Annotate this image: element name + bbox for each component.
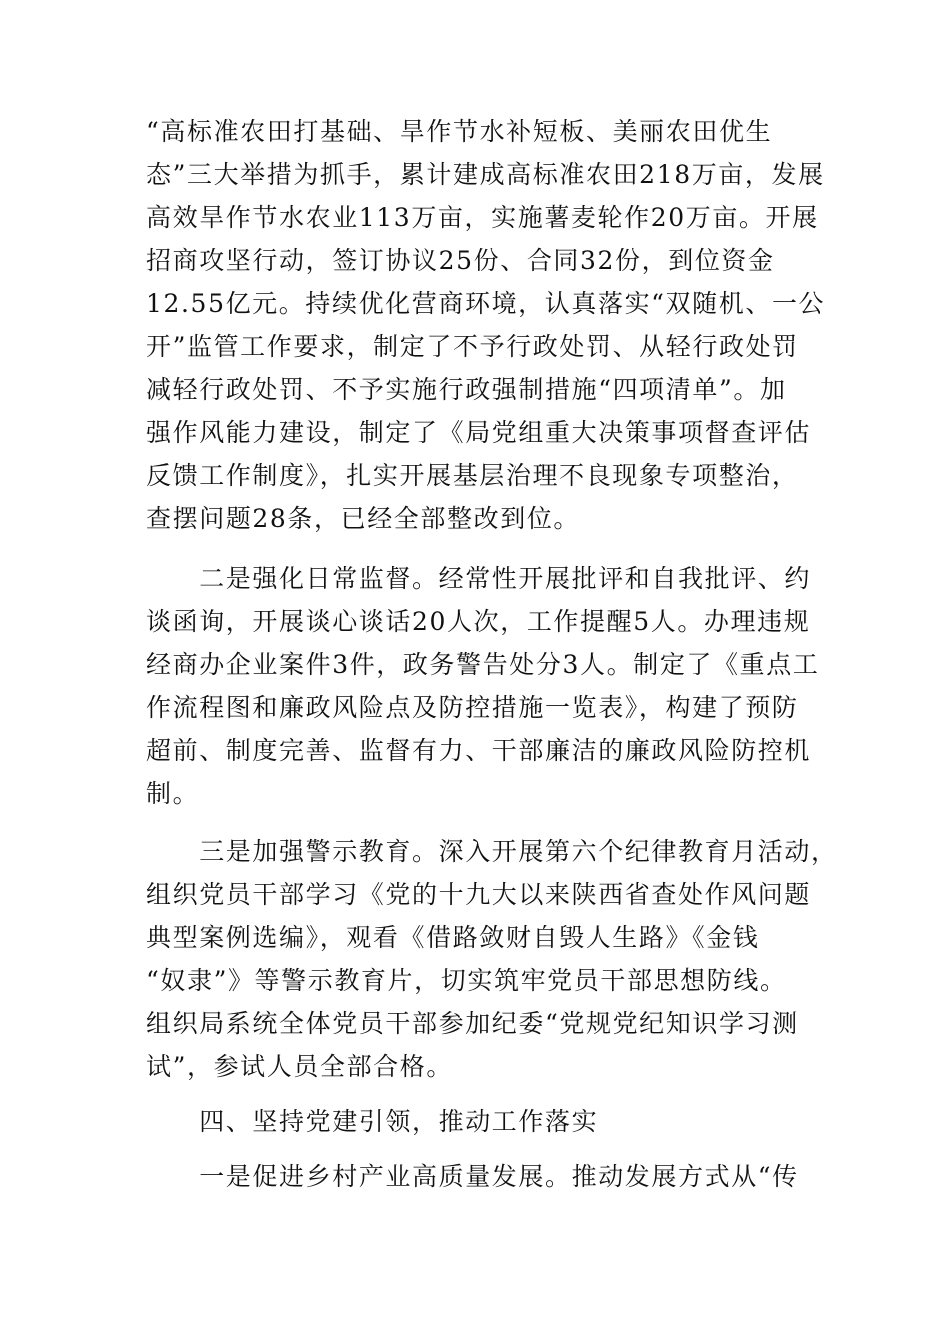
text-line: 强作风能力建设，制定了《局党组重大决策事项督查评估 [146, 418, 812, 447]
text-line: 态”三大举措为抓手，累计建成高标准农田218万亩，发展 [146, 160, 825, 189]
text-line: 高效旱作节水农业113万亩，实施薯麦轮作20万亩。开展 [146, 203, 819, 232]
text-line: 一是促进乡村产业高质量发展。推动发展方式从“传 [146, 1162, 799, 1191]
text-line: 12.55亿元。持续优化营商环境，认真落实“双随机、一公 [146, 289, 826, 318]
text-line: 组织局系统全体党员干部参加纪委“党规党纪知识学习测 [146, 1009, 799, 1038]
heading-line: 四、坚持党建引领，推动工作落实 [146, 1107, 599, 1136]
section-heading [146, 1100, 810, 1143]
text-line: 典型案例选编》，观看《借路敛财自毁人生路》《金钱 [146, 923, 760, 952]
text-line: 试”，参试人员全部合格。 [146, 1052, 453, 1081]
text-line: 招商攻坚行动，签订协议25份、合同32份，到位资金 [146, 246, 775, 275]
text-line: 查摆问题28条，已经全部整改到位。 [146, 504, 581, 533]
text-line: 经商办企业案件3件，政务警告处分3人。制定了《重点工 [146, 650, 820, 679]
text-line: 反馈工作制度》，扎实开展基层治理不良现象专项整治， [146, 461, 799, 490]
paragraph-warning-education [146, 830, 838, 1088]
text-line: 组织党员干部学习《党的十九大以来陕西省查处作风问题 [146, 880, 812, 909]
paragraph-daily-supervision [146, 557, 820, 815]
text-line: 减轻行政处罚、不予实施行政强制措施“四项清单”。加 [146, 375, 787, 404]
paragraph-achievements [146, 110, 826, 540]
text-line: 三是加强警示教育。深入开展第六个纪律教育月活动， [146, 837, 838, 866]
text-line: 开”监管工作要求，制定了不予行政处罚、从轻行政处罚 [146, 332, 799, 361]
text-line: 二是强化日常监督。经常性开展批评和自我批评、约 [146, 564, 812, 593]
text-line: 谈函询，开展谈心谈话20人次，工作提醒5人。办理违规 [146, 607, 811, 636]
text-line: “奴隶”》等警示教育片，切实筑牢党员干部思想防线。 [146, 966, 787, 995]
text-line: 制。 [146, 779, 200, 808]
paragraph-rural-industry [146, 1155, 810, 1198]
text-line: “高标准农田打基础、旱作节水补短板、美丽农田优生 [146, 117, 773, 146]
text-line: 超前、制度完善、监督有力、干部廉洁的廉政风险防控机 [146, 736, 812, 765]
text-line: 作流程图和廉政风险点及防控措施一览表》，构建了预防 [146, 693, 799, 722]
